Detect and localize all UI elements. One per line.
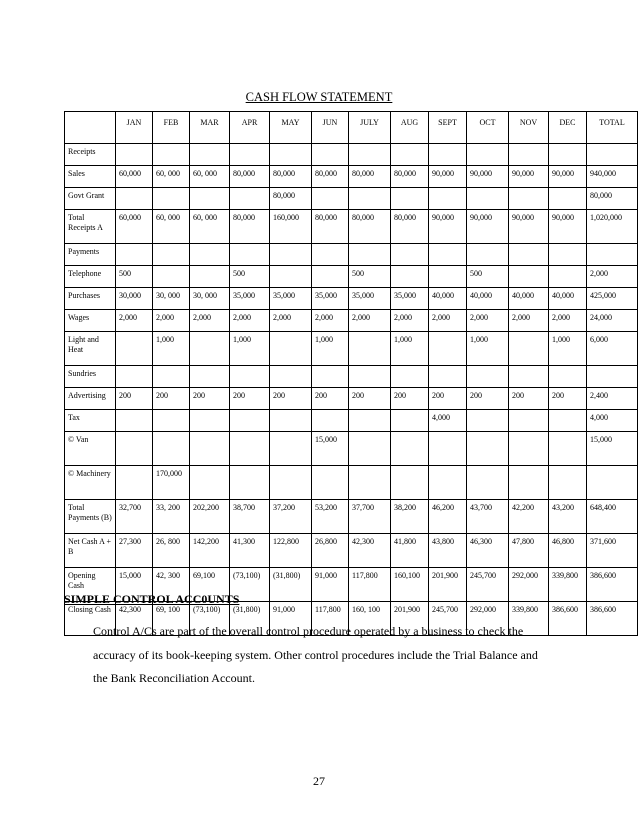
table-cell: 940,000: [587, 166, 638, 188]
table-cell: 200: [116, 388, 153, 410]
table-cell: 42,300: [349, 534, 391, 568]
table-cell: [391, 432, 429, 466]
table-cell: 2,000: [230, 310, 270, 332]
table-cell: [312, 244, 349, 266]
table-cell: [391, 410, 429, 432]
body-paragraph: [93, 620, 593, 691]
table-cell: 500: [230, 266, 270, 288]
table-cell: [230, 410, 270, 432]
table-cell: 90,000: [549, 210, 587, 244]
table-cell: [391, 266, 429, 288]
cash-flow-table: [64, 111, 638, 636]
table-cell: 2,000: [391, 310, 429, 332]
table-cell: 90,000: [429, 210, 467, 244]
table-row: [65, 288, 638, 310]
table-row: [65, 388, 638, 410]
table-cell: 35,000: [270, 288, 312, 310]
table-cell: 40,000: [509, 288, 549, 310]
table-cell: [349, 244, 391, 266]
table-cell: 90,000: [467, 210, 509, 244]
table-cell: (73,100): [230, 568, 270, 602]
table-cell: [116, 244, 153, 266]
row-label-cell: Sundries: [65, 366, 116, 388]
table-cell: 2,000: [549, 310, 587, 332]
table-row: [65, 166, 638, 188]
column-header: JULY: [349, 112, 391, 144]
table-cell: [549, 466, 587, 500]
table-cell: 2,400: [587, 388, 638, 410]
table-cell: [270, 432, 312, 466]
table-cell: 30,000: [116, 288, 153, 310]
table-cell: 24,000: [587, 310, 638, 332]
table-cell: 1,000: [312, 332, 349, 366]
table-cell: 37,700: [349, 500, 391, 534]
table-cell: [467, 466, 509, 500]
table-cell: [190, 432, 230, 466]
table-row: [65, 534, 638, 568]
table-cell: [429, 144, 467, 166]
table-cell: 38,700: [230, 500, 270, 534]
table-cell: [391, 244, 429, 266]
column-header: MAR: [190, 112, 230, 144]
table-cell: 90,000: [549, 166, 587, 188]
table-row: [65, 466, 638, 500]
table-cell: [429, 244, 467, 266]
table-cell: [509, 366, 549, 388]
table-cell: [153, 188, 190, 210]
table-cell: 425,000: [587, 288, 638, 310]
table-cell: [587, 244, 638, 266]
row-label-cell: © Machinery: [65, 466, 116, 500]
row-label-cell: Total Receipts A: [65, 210, 116, 244]
table-cell: 386,600: [549, 602, 587, 636]
table-cell: 26,800: [312, 534, 349, 568]
row-label-cell: Opening Cash: [65, 568, 116, 602]
table-cell: 500: [349, 266, 391, 288]
table-cell: [312, 144, 349, 166]
table-row: [65, 210, 638, 244]
table-cell: [549, 188, 587, 210]
table-cell: 500: [467, 266, 509, 288]
column-header: TOTAL: [587, 112, 638, 144]
table-cell: 292,000: [467, 602, 509, 636]
table-cell: 53,200: [312, 500, 349, 534]
table-cell: 35,000: [391, 288, 429, 310]
table-cell: [153, 144, 190, 166]
table-cell: [116, 366, 153, 388]
table-cell: [230, 188, 270, 210]
table-cell: [467, 410, 509, 432]
column-header: AUG: [391, 112, 429, 144]
table-cell: [549, 244, 587, 266]
table-cell: 80,000: [391, 210, 429, 244]
table-cell: 2,000: [116, 310, 153, 332]
table-cell: 33, 200: [153, 500, 190, 534]
paragraph-line: accuracy of its book-keeping system. Other control procedures include the Trial Balance and: [93, 647, 538, 662]
column-header: MAY: [270, 112, 312, 144]
table-cell: 80,000: [230, 166, 270, 188]
table-cell: [391, 144, 429, 166]
table-cell: 386,600: [587, 602, 638, 636]
table-cell: 90,000: [509, 166, 549, 188]
table-cell: [467, 366, 509, 388]
paragraph-line: the Bank Reconciliation Account.: [93, 671, 255, 685]
column-header: JAN: [116, 112, 153, 144]
table-cell: (31,800): [230, 602, 270, 636]
table-cell: 91,000: [312, 568, 349, 602]
paragraph-line: Control A/Cs are part of the overall control procedure operated by a business to check the: [93, 624, 524, 638]
table-cell: [349, 466, 391, 500]
table-cell: 648,400: [587, 500, 638, 534]
table-cell: 160,100: [391, 568, 429, 602]
table-cell: 200: [549, 388, 587, 410]
table-cell: 122,800: [270, 534, 312, 568]
table-cell: 38,200: [391, 500, 429, 534]
table-cell: 202,200: [190, 500, 230, 534]
table-cell: 201,900: [429, 568, 467, 602]
table-row: [65, 188, 638, 210]
table-cell: 46,300: [467, 534, 509, 568]
table-cell: [509, 466, 549, 500]
table-cell: 42, 300: [153, 568, 190, 602]
page-number: 27: [313, 774, 325, 788]
table-cell: [509, 244, 549, 266]
row-label-cell: Light and Heat: [65, 332, 116, 366]
table-cell: 6,000: [587, 332, 638, 366]
table-cell: 200: [391, 388, 429, 410]
table-cell: [190, 410, 230, 432]
table-cell: 1,020,000: [587, 210, 638, 244]
table-cell: (73,100): [190, 602, 230, 636]
table-cell: 60, 000: [190, 210, 230, 244]
table-cell: 200: [312, 388, 349, 410]
table-cell: 200: [429, 388, 467, 410]
table-cell: [587, 466, 638, 500]
table-cell: [270, 366, 312, 388]
table-cell: 35,000: [230, 288, 270, 310]
table-cell: [312, 366, 349, 388]
table-cell: [230, 432, 270, 466]
table-cell: [429, 366, 467, 388]
page-title: CASH FLOW STATEMENT: [245, 90, 393, 104]
table-cell: 15,000: [116, 568, 153, 602]
table-cell: 43,200: [549, 500, 587, 534]
table-cell: 42,200: [509, 500, 549, 534]
table-cell: 2,000: [312, 310, 349, 332]
table-cell: 200: [153, 388, 190, 410]
table-cell: 80,000: [587, 188, 638, 210]
table-cell: 90,000: [509, 210, 549, 244]
table-cell: 80,000: [349, 166, 391, 188]
table-cell: [190, 144, 230, 166]
table-cell: 15,000: [312, 432, 349, 466]
table-cell: [429, 332, 467, 366]
table-cell: [312, 466, 349, 500]
row-label-cell: © Van: [65, 432, 116, 466]
table-cell: [509, 144, 549, 166]
table-cell: [467, 432, 509, 466]
table-cell: 80,000: [312, 210, 349, 244]
table-cell: [587, 144, 638, 166]
table-cell: [549, 432, 587, 466]
table-row: [65, 500, 638, 534]
table-cell: (31,800): [270, 568, 312, 602]
table-cell: 117,800: [349, 568, 391, 602]
table-cell: [153, 410, 190, 432]
table-cell: [116, 144, 153, 166]
table-cell: 245,700: [467, 568, 509, 602]
table-cell: 30, 000: [153, 288, 190, 310]
table-cell: [429, 466, 467, 500]
row-label-cell: Total Payments (B): [65, 500, 116, 534]
table-cell: 200: [467, 388, 509, 410]
table-cell: 200: [190, 388, 230, 410]
table-cell: [429, 188, 467, 210]
table-cell: 90,000: [429, 166, 467, 188]
table-cell: [509, 332, 549, 366]
table-cell: 2,000: [467, 310, 509, 332]
table-cell: 60,000: [116, 166, 153, 188]
table-cell: [391, 466, 429, 500]
table-cell: [190, 266, 230, 288]
table-cell: 80,000: [230, 210, 270, 244]
column-header: NOV: [509, 112, 549, 144]
column-header: SEPT: [429, 112, 467, 144]
table-cell: 1,000: [153, 332, 190, 366]
table-cell: 1,000: [391, 332, 429, 366]
table-cell: 42,300: [116, 602, 153, 636]
row-label-cell: Purchases: [65, 288, 116, 310]
table-cell: 1,000: [549, 332, 587, 366]
table-cell: 60, 000: [153, 166, 190, 188]
table-cell: 386,600: [587, 568, 638, 602]
table-cell: 15,000: [587, 432, 638, 466]
table-cell: 2,000: [349, 310, 391, 332]
table-cell: 43,700: [467, 500, 509, 534]
table-cell: 80,000: [270, 166, 312, 188]
table-cell: [391, 188, 429, 210]
table-cell: 2,000: [190, 310, 230, 332]
table-cell: [467, 144, 509, 166]
section-heading: SIMPLE CONTROL ACC0UNTS: [64, 592, 240, 606]
table-cell: [509, 410, 549, 432]
table-cell: [270, 144, 312, 166]
table-cell: 160, 100: [349, 602, 391, 636]
table-cell: [349, 188, 391, 210]
table-cell: 80,000: [391, 166, 429, 188]
table-cell: 30, 000: [190, 288, 230, 310]
table-cell: 200: [270, 388, 312, 410]
table-cell: [549, 144, 587, 166]
table-cell: 200: [230, 388, 270, 410]
table-cell: 245,700: [429, 602, 467, 636]
table-cell: 170,000: [153, 466, 190, 500]
table-cell: [549, 410, 587, 432]
row-label-cell: Govt Grant: [65, 188, 116, 210]
table-cell: [349, 366, 391, 388]
table-cell: [509, 266, 549, 288]
table-cell: 2,000: [153, 310, 190, 332]
table-cell: 40,000: [429, 288, 467, 310]
table-cell: 201,900: [391, 602, 429, 636]
table-cell: 46,200: [429, 500, 467, 534]
table-cell: 37,200: [270, 500, 312, 534]
table-cell: [312, 188, 349, 210]
table-cell: [270, 410, 312, 432]
row-label-cell: Wages: [65, 310, 116, 332]
table-cell: [549, 366, 587, 388]
table-cell: 4,000: [429, 410, 467, 432]
table-cell: 160,000: [270, 210, 312, 244]
table-cell: 27,300: [116, 534, 153, 568]
table-cell: [153, 366, 190, 388]
column-header: OCT: [467, 112, 509, 144]
table-cell: 26, 800: [153, 534, 190, 568]
table-cell: [153, 266, 190, 288]
table-row: [65, 244, 638, 266]
table-cell: 371,600: [587, 534, 638, 568]
table-row: [65, 366, 638, 388]
column-header: JUN: [312, 112, 349, 144]
table-cell: [190, 188, 230, 210]
column-header-blank: [65, 112, 116, 144]
table-cell: 47,800: [509, 534, 549, 568]
table-cell: 35,000: [312, 288, 349, 310]
table-cell: 80,000: [349, 210, 391, 244]
table-cell: [190, 466, 230, 500]
table-cell: [270, 244, 312, 266]
table-cell: [270, 266, 312, 288]
column-header: APR: [230, 112, 270, 144]
table-cell: 4,000: [587, 410, 638, 432]
table-cell: 1,000: [230, 332, 270, 366]
table-cell: 339,800: [509, 602, 549, 636]
table-cell: [509, 188, 549, 210]
table-cell: 2,000: [429, 310, 467, 332]
table-cell: 60, 000: [190, 166, 230, 188]
row-label-cell: Sales: [65, 166, 116, 188]
table-cell: [116, 332, 153, 366]
table-row: [65, 266, 638, 288]
table-cell: [116, 432, 153, 466]
table-cell: 142,200: [190, 534, 230, 568]
table-cell: [349, 410, 391, 432]
row-label-cell: Closing Cash: [65, 602, 116, 636]
table-cell: [190, 244, 230, 266]
table-cell: 2,000: [509, 310, 549, 332]
table-cell: 2,000: [270, 310, 312, 332]
table-cell: 200: [509, 388, 549, 410]
table-cell: [587, 366, 638, 388]
table-cell: [230, 244, 270, 266]
table-cell: [549, 266, 587, 288]
table-cell: 43,800: [429, 534, 467, 568]
table-cell: 1,000: [467, 332, 509, 366]
table-cell: [467, 244, 509, 266]
table-cell: 40,000: [467, 288, 509, 310]
table-cell: 500: [116, 266, 153, 288]
table-cell: [349, 144, 391, 166]
table-row: [65, 310, 638, 332]
table-cell: 90,000: [467, 166, 509, 188]
table-cell: [230, 366, 270, 388]
table-cell: [190, 332, 230, 366]
table-cell: 35,000: [349, 288, 391, 310]
row-label-cell: Receipts: [65, 144, 116, 166]
table-cell: 292,000: [509, 568, 549, 602]
table-cell: [349, 332, 391, 366]
table-cell: 91,000: [270, 602, 312, 636]
table-cell: 40,000: [549, 288, 587, 310]
table-cell: [116, 466, 153, 500]
table-row: [65, 410, 638, 432]
table-cell: [116, 188, 153, 210]
table-cell: [270, 466, 312, 500]
row-label-cell: Net Cash A + B: [65, 534, 116, 568]
table-cell: [230, 466, 270, 500]
table-cell: 80,000: [270, 188, 312, 210]
table-cell: 41,300: [230, 534, 270, 568]
table-cell: [312, 266, 349, 288]
row-label-cell: Advertising: [65, 388, 116, 410]
table-row: [65, 144, 638, 166]
table-cell: [429, 432, 467, 466]
table-cell: [153, 244, 190, 266]
table-cell: [467, 188, 509, 210]
row-label-cell: Telephone: [65, 266, 116, 288]
table-cell: 32,700: [116, 500, 153, 534]
table-cell: [349, 432, 391, 466]
table-cell: 200: [349, 388, 391, 410]
table-cell: [312, 410, 349, 432]
table-cell: [230, 144, 270, 166]
table-cell: [153, 432, 190, 466]
table-cell: [190, 366, 230, 388]
table-cell: 117,800: [312, 602, 349, 636]
table-cell: [509, 432, 549, 466]
column-header: FEB: [153, 112, 190, 144]
table-row: [65, 432, 638, 466]
table-cell: 80,000: [312, 166, 349, 188]
table-row: [65, 332, 638, 366]
row-label-cell: Payments: [65, 244, 116, 266]
table-cell: 339,800: [549, 568, 587, 602]
table-cell: 41,800: [391, 534, 429, 568]
table-cell: 69, 100: [153, 602, 190, 636]
row-label-cell: Tax: [65, 410, 116, 432]
table-cell: [116, 410, 153, 432]
table-cell: 60,000: [116, 210, 153, 244]
table-cell: 2,000: [587, 266, 638, 288]
table-cell: 69,100: [190, 568, 230, 602]
table-cell: 46,800: [549, 534, 587, 568]
table-cell: [391, 366, 429, 388]
column-header: DEC: [549, 112, 587, 144]
table-header-row: [65, 112, 638, 144]
table-cell: [429, 266, 467, 288]
table-cell: [270, 332, 312, 366]
table-cell: 60, 000: [153, 210, 190, 244]
